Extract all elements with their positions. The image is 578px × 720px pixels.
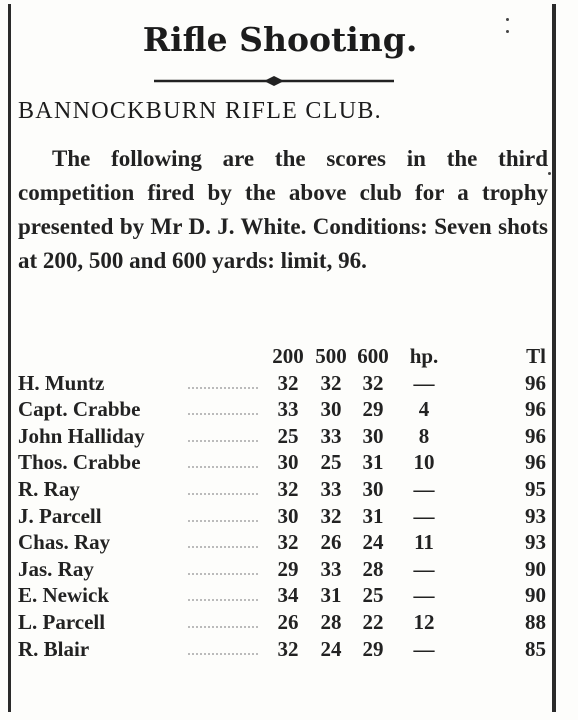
score-200-yards: 25 — [277, 423, 299, 448]
total-score: 90 — [525, 556, 546, 581]
right-column-rule — [552, 4, 556, 712]
leader-dots — [188, 438, 258, 442]
table-row — [18, 504, 548, 531]
handicap: — — [413, 370, 435, 395]
score-500-yards: 30 — [320, 397, 342, 422]
total-score: 85 — [525, 636, 546, 661]
score-600-yards: 28 — [362, 556, 384, 581]
shooter-name: Jas. Ray — [18, 556, 94, 581]
score-200-yards: 34 — [277, 583, 299, 608]
table-row — [18, 371, 548, 398]
score-600-yards: 29 — [362, 397, 384, 422]
total-score: 93 — [525, 530, 546, 555]
header-600-yards: 600 — [357, 344, 389, 368]
left-column-rule — [8, 4, 11, 712]
score-600-yards: 32 — [362, 370, 384, 395]
leader-dots — [188, 571, 258, 575]
headline-ornament-rule — [154, 74, 394, 88]
score-600-yards: 31 — [362, 450, 384, 475]
handicap: — — [413, 503, 435, 528]
club-name-heading: BANNOCKBURN RIFLE CLUB. — [18, 98, 382, 124]
leader-dots — [188, 385, 258, 389]
leader-dots — [188, 597, 258, 601]
handicap: 12 — [413, 609, 435, 634]
shooter-name: E. Newick — [18, 583, 109, 608]
header-500-yards: 500 — [315, 344, 347, 368]
score-200-yards: 30 — [277, 503, 299, 528]
table-row — [18, 610, 548, 637]
total-score: 90 — [525, 583, 546, 608]
table-row — [18, 557, 548, 584]
leader-dots — [188, 464, 258, 468]
print-speck — [548, 172, 551, 175]
handicap: — — [413, 583, 435, 608]
handicap: — — [413, 636, 435, 661]
shooter-name: Thos. Crabbe — [18, 450, 141, 475]
score-600-yards: 25 — [362, 583, 384, 608]
score-600-yards: 22 — [362, 609, 384, 634]
total-score: 93 — [525, 503, 546, 528]
score-200-yards: 32 — [277, 370, 299, 395]
leader-dots — [188, 411, 258, 415]
leader-dots — [188, 518, 258, 522]
shooter-name: H. Muntz — [18, 370, 105, 395]
total-score: 95 — [525, 476, 546, 501]
score-600-yards: 30 — [362, 476, 384, 501]
score-600-yards: 24 — [362, 530, 384, 555]
handicap: 8 — [418, 423, 430, 448]
total-score: 96 — [525, 423, 546, 448]
total-score: 96 — [525, 397, 546, 422]
score-500-yards: 28 — [320, 609, 342, 634]
shooter-name: Chas. Ray — [18, 530, 111, 555]
shooter-name: R. Ray — [18, 476, 80, 501]
header-200-yards: 200 — [272, 344, 304, 368]
score-500-yards: 33 — [320, 476, 342, 501]
score-200-yards: 32 — [277, 476, 299, 501]
total-score: 96 — [525, 450, 546, 475]
handicap: 10 — [413, 450, 435, 475]
handicap: 4 — [418, 397, 430, 422]
shooter-name: L. Parcell — [18, 609, 106, 634]
leader-dots — [188, 544, 258, 548]
score-table — [18, 344, 548, 663]
score-200-yards: 32 — [277, 530, 299, 555]
shooter-name: J. Parcell — [18, 503, 102, 528]
shooter-name: John Halliday — [18, 423, 145, 448]
score-500-yards: 24 — [320, 636, 342, 661]
score-200-yards: 29 — [277, 556, 299, 581]
leader-dots — [188, 491, 258, 495]
total-score: 96 — [525, 370, 546, 395]
score-500-yards: 33 — [320, 556, 342, 581]
score-500-yards: 32 — [320, 503, 342, 528]
header-handicap: hp. — [409, 344, 439, 368]
handicap: — — [413, 476, 435, 501]
leader-dots — [188, 624, 258, 628]
table-row — [18, 397, 548, 424]
headline: Rifle Shooting. — [142, 20, 418, 59]
score-500-yards: 26 — [320, 530, 342, 555]
score-600-yards: 31 — [362, 503, 384, 528]
score-500-yards: 32 — [320, 370, 342, 395]
table-header-row — [18, 344, 548, 371]
total-score: 88 — [525, 609, 546, 634]
article-paragraph: The following are the scores in the third competition fired by the above club for a trophy presented by Mr D. J. White. Conditions: Seven shots at 200, 500 and 600 yards: limit, 96. — [18, 146, 548, 273]
score-500-yards: 31 — [320, 583, 342, 608]
score-200-yards: 32 — [277, 636, 299, 661]
header-total: Tl — [526, 344, 546, 368]
score-600-yards: 29 — [362, 636, 384, 661]
table-row — [18, 424, 548, 451]
table-row — [18, 477, 548, 504]
table-row — [18, 583, 548, 610]
table-row — [18, 450, 548, 477]
score-500-yards: 33 — [320, 423, 342, 448]
score-200-yards: 26 — [277, 609, 299, 634]
score-200-yards: 33 — [277, 397, 299, 422]
shooter-name: Capt. Crabbe — [18, 397, 141, 422]
score-500-yards: 25 — [320, 450, 342, 475]
score-200-yards: 30 — [277, 450, 299, 475]
table-row — [18, 530, 548, 557]
handicap: — — [413, 556, 435, 581]
shooter-name: R. Blair — [18, 636, 90, 661]
handicap: 11 — [414, 530, 434, 555]
score-600-yards: 30 — [362, 423, 384, 448]
leader-dots — [188, 651, 258, 655]
table-row — [18, 637, 548, 664]
